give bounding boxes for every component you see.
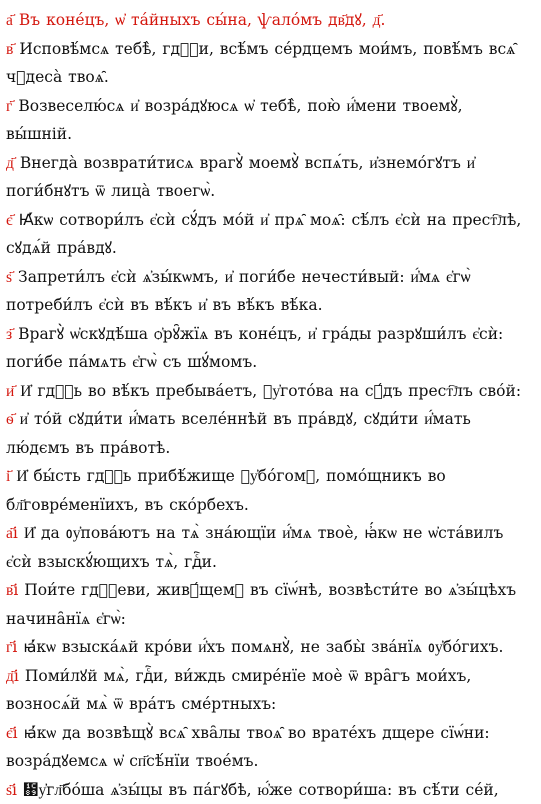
verse-text: и҆ то́й сꙋди́ти и҆́мать вселе́ннѣй въ пра́вдꙋ, сꙋди́ти и҆́мать лю́дємъ въ пра́вотѣ. [6,410,471,457]
verse [6,719,533,776]
verse [6,377,533,406]
verse-number: д҃і [6,667,19,685]
verse-text: И҆ гдⷭ҇ь во вѣ́къ пребыва́етъ, ᲂу҆гото́ва на сꙋ́дъ прест҇лъ сво́й: [20,382,521,400]
verse [6,206,533,263]
verse-number: ѳ҃ [6,410,14,428]
verse [6,462,533,519]
verse-text: Врагꙋ̀ ѡ҆скꙋдѣ́ша ѻ҆рꙋ̑жїѧ въ конéцъ, и҆ гра́ды разрꙋши́лъ є҆сѝ: поги́бе па́мѧть є҆гѡ̀ съ шꙋ́момъ. [6,325,503,372]
verse-number: в҃і [6,581,18,599]
verse [6,633,533,662]
verse-text: ꙗ҆́кѡ да возвѣщꙋ̀ всѧ̑ хва̑лы твоѧ̑ во врате́хъ дщере сїѡ́ни: возра́дꙋемсѧ ѡ҆ сп҃сѣ́нїи твое́мъ. [6,724,490,771]
verse [6,35,533,92]
verse-number: ѕ҃ [6,268,12,286]
verse-number: є҃і [6,724,18,742]
verse-text: Въ конéцъ, ѡ҆ та́йныхъ сы́на, ѱало́мъ дв҃дꙋ, д҃. [19,11,386,29]
verse [6,149,533,206]
verse-number: з҃ [6,325,12,343]
verse-number: д҃ [6,154,14,172]
verse [6,662,533,719]
verse-text: И҆ да ᲂу҆пова́ютъ на тѧ̀ зна́ющїи и҆́мѧ твоѐ, ꙗ҆́кѡ не ѡ҆ста́вилъ є҆сѝ взыскꙋ́ющихъ тѧ̀, гдⷭ҇и. [6,524,503,571]
verse-text: Запрети́лъ є҆сѝ ѧ҆зы́кѡмъ, и҆ поги́бе нечести́вый: и҆́мѧ є҆гѡ̀ потреби́лъ є҆сѝ въ вѣ́къ и҆ въ вѣ́къ вѣ́ка. [6,268,471,315]
verse [6,576,533,633]
verse-number: а҃і [6,524,18,542]
verse [6,320,533,377]
verse [6,776,533,804]
verse-text: ꙗ҆́кѡ взыска́ѧй кро́ви и҆́хъ помѧнꙋ̀, не забы̀ зва́нїѧ ᲂу҆бо́гихъ. [23,638,503,656]
verse [6,519,533,576]
verse-list [6,6,533,804]
verse-number: ѕ҃і [6,781,17,799]
verse-number: г҃ [6,97,12,115]
verse-text: Исповѣ́мсѧ тебѣ̀, гдⷭ҇и, всѣ́мъ се́рдцемъ мои́мъ, повѣ́мъ всѧ̑ чꙋдеса̀ твоѧ̑. [6,40,515,87]
verse-number: и҃ [6,382,14,400]
verse-number: в҃ [6,40,13,58]
verse-text: Поми́лꙋй мѧ̀, гдⷭ҇и, ви́ждь смире́нїе моѐ ѿ вра̑гъ мои́хъ, возносѧ́й мѧ̀ ѿ вра́тъ сме́ртныхъ: [6,667,471,714]
verse-number: є҃ [6,211,13,229]
verse-text: Ꙗ҆́кѡ сотвори́лъ є҆сѝ сꙋ́дъ мо́й и҆ прѧ̑ моѧ̑: сѣ́лъ є҆сѝ на прест҇лѣ, сꙋдѧ́й пра́вдꙋ. [6,211,521,258]
verse-number: а҃ [6,11,13,29]
verse-text: Возвеселю́сѧ и҆ возра́дꙋюсѧ ѡ҆ тебѣ̀, пою̀ и҆́мени твоемꙋ̀, вы́шній. [6,97,463,144]
verse [6,405,533,462]
verse-number: і҃ [6,467,10,485]
verse [6,92,533,149]
verse-text: Ᲊу҆гл҃бо́ша ѧ҆зы́цы въ па́гꙋбѣ, ю҆́же сотвори́ша: въ сѣ́ти се́й, [23,781,499,799]
verse [6,263,533,320]
verse-text: Внегда̀ возврати́тисѧ врагꙋ̀ моемꙋ̀ вспѧ́ть, и҆знемо́гꙋтъ и҆ поги́бнꙋтъ ѿ лица̀ твоегѡ̀. [6,154,475,201]
verse-text: И҆ бы́сть гдⷭ҇ь прибѣ́жище ᲂу҆бо́гомꙋ, помо́щникъ во бл҃говре́менїихъ, въ ско́рбехъ. [6,467,446,514]
verse-number: г҃і [6,638,17,656]
verse-text: Пои́те гдⷭ҇еви, живꙋ́щемꙋ въ сїѡ́нѣ, возвѣсти́те во ѧ҆зы́цѣхъ начина̑нїѧ є҆гѡ̀: [6,581,516,628]
verse [6,6,533,35]
